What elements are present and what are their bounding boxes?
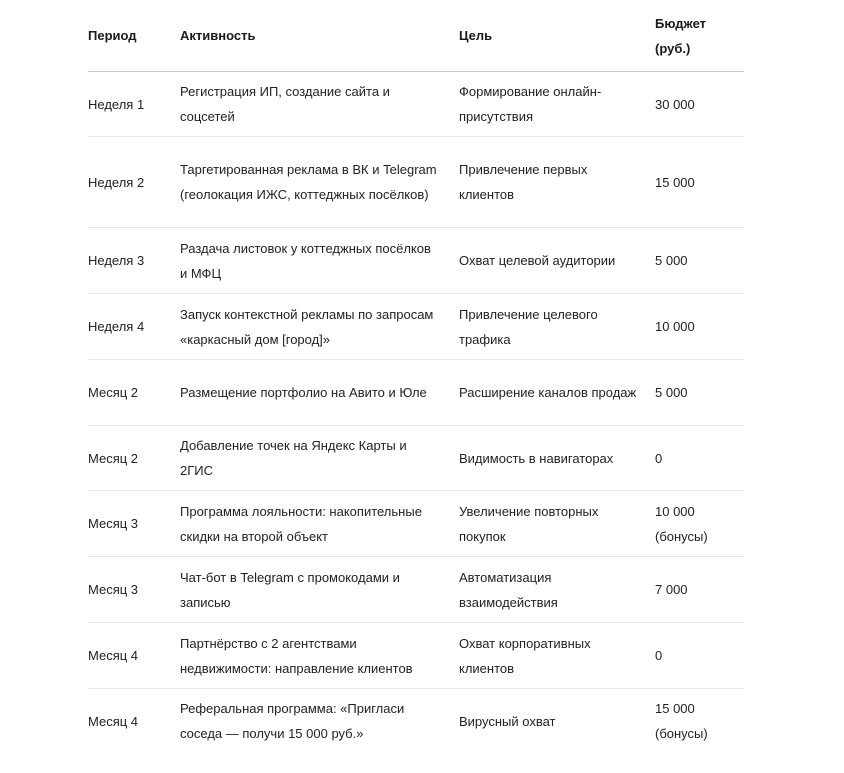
table-row [88,360,744,426]
header-row [88,0,744,72]
cell-activity: Программа лояльности: накопительные скидки на второй объект [180,491,459,557]
cell-period: Месяц 3 [88,491,180,557]
budget-note: (бонусы) [655,528,708,544]
header-activity: Активность [180,0,459,72]
cell-period: Месяц 2 [88,360,180,426]
budget-value: 0 [655,648,663,663]
cell-activity: Регистрация ИП, создание сайта и соцсетей [180,72,459,137]
budget-value: 15 000 [655,701,695,716]
cell-budget [655,689,744,754]
budget-value: 30 000 [655,96,695,112]
cell-period: Месяц 2 [88,426,180,491]
cell-activity: Таргетированная реклама в ВК и Telegram (геолокация ИЖС, коттеджных посёлков) [180,137,459,228]
header-period: Период [88,0,180,72]
table-row [88,294,744,360]
cell-activity: Запуск контекстной рекламы по запросам «каркасный дом [город]» [180,294,459,360]
cell-period: Неделя 3 [88,228,180,294]
cell-goal: Расширение каналов продаж [459,360,655,426]
cell-period: Неделя 2 [88,137,180,228]
header-goal: Цель [459,0,655,72]
cell-budget [655,72,744,137]
cell-activity: Реферальная программа: «Пригласи соседа — получи 15 000 руб.» [180,701,405,741]
header-budget-line1: Бюджет [655,15,706,31]
budget-value: 0 [655,450,663,466]
cell-activity: Чат-бот в Telegram с промокодами и записью [180,557,459,623]
cell-period: Месяц 4 [88,713,139,729]
cell-goal: Увеличение повторных покупок [459,491,655,557]
cell-goal: Привлечение целевого трафика [459,294,655,360]
budget-value: 15 000 [655,174,695,190]
table-row [88,72,744,137]
marketing-plan-table [88,0,744,753]
cell-goal: Автоматизация взаимодействия [459,557,655,623]
cell-budget [655,294,744,360]
cell-activity: Раздача листовок у коттеджных посёлков и МФЦ [180,228,459,294]
cell-budget [655,137,744,228]
header-budget-line2: (руб.) [655,40,691,56]
table-row [88,137,744,228]
cell-goal: Охват корпоративных клиентов [459,623,655,689]
cell-activity: Добавление точек на Яндекс Карты и 2ГИС [180,426,459,491]
budget-note: (бонусы) [655,726,708,741]
cell-period: Неделя 1 [88,72,180,137]
budget-value: 7 000 [655,582,688,597]
budget-value: 5 000 [655,253,688,268]
table-row [88,426,744,491]
cell-activity: Размещение портфолио на Авито и Юле [180,360,459,426]
table-body [88,72,744,754]
cell-budget [655,228,744,294]
budget-value: 5 000 [655,385,688,400]
cell-goal: Вирусный охват [459,713,556,729]
cell-budget [655,623,744,689]
cell-activity: Партнёрство с 2 агентствами недвижимости: направление клиентов [180,623,459,689]
table-row [88,623,744,689]
cell-budget [655,557,744,623]
table-row [88,689,744,754]
table-header [88,0,744,72]
cell-budget [655,426,744,491]
header-budget [655,0,744,72]
budget-value: 10 000 [655,503,695,519]
table-row [88,228,744,294]
cell-goal: Охват целевой аудитории [459,228,655,294]
budget-value: 10 000 [655,319,695,334]
table-row [88,491,744,557]
marketing-plan-table-container [88,0,744,753]
cell-period: Неделя 4 [88,294,180,360]
cell-period: Месяц 3 [88,557,180,623]
cell-goal: Привлечение первых клиентов [459,137,655,228]
cell-goal: Видимость в навигаторах [459,426,655,491]
cell-period: Месяц 4 [88,623,180,689]
table-row [88,557,744,623]
cell-goal: Формирование онлайн-присутствия [459,72,655,137]
cell-budget [655,360,744,426]
cell-budget [655,491,744,557]
